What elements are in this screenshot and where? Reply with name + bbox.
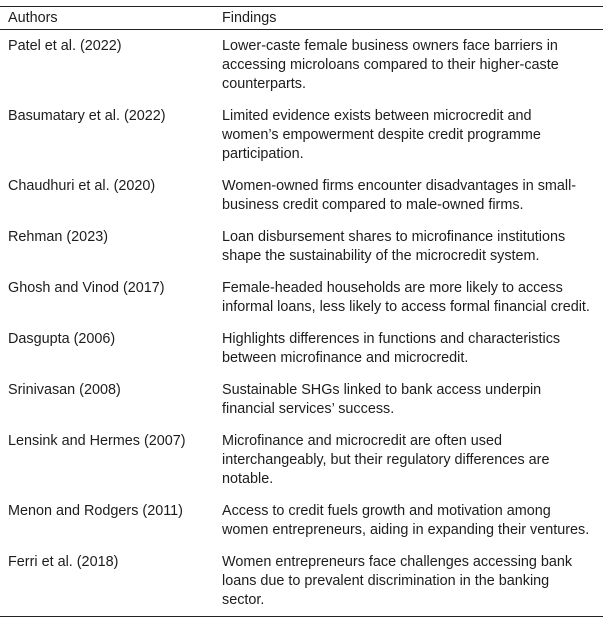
- finding-cell: Loan disbursement shares to microfinance institutions shape the sustainability of the microcredit system.: [222, 229, 566, 264]
- literature-table: [0, 6, 603, 617]
- table-row: [0, 100, 603, 170]
- table-row: [0, 495, 603, 546]
- table-row: [0, 170, 603, 221]
- finding-cell: Women-owned firms encounter disadvantages in small-business credit compared to male-owned firms.: [222, 178, 577, 213]
- header-authors: Authors: [8, 10, 58, 26]
- table-row: [0, 546, 603, 616]
- finding-cell: Sustainable SHGs linked to bank access underpin financial services’ success.: [222, 382, 542, 417]
- table-row: [0, 374, 603, 425]
- finding-cell: Access to credit fuels growth and motivation among women entrepreneurs, aiding in expanding their ventures.: [222, 503, 590, 538]
- table-row: [0, 323, 603, 374]
- author-cell: Patel et al. (2022): [8, 38, 122, 54]
- author-cell: Dasgupta (2006): [8, 331, 116, 347]
- author-cell: Basumatary et al. (2022): [8, 108, 166, 124]
- finding-cell: Highlights differences in functions and characteristics between microfinance and microcredit.: [222, 331, 561, 366]
- table-body: [0, 30, 603, 616]
- table-row: [0, 425, 603, 495]
- table-row: [0, 272, 603, 323]
- finding-cell: Limited evidence exists between microcredit and women’s empowerment despite credit programme participation.: [222, 108, 541, 162]
- author-cell: Srinivasan (2008): [8, 382, 121, 398]
- table-header: [0, 7, 603, 29]
- header-findings: Findings: [222, 10, 277, 26]
- table-row: [0, 221, 603, 272]
- author-cell: Chaudhuri et al. (2020): [8, 178, 156, 194]
- finding-cell: Female-headed households are more likely to access informal loans, less likely to access formal financial credit.: [222, 280, 590, 315]
- author-cell: Lensink and Hermes (2007): [8, 433, 186, 449]
- author-cell: Rehman (2023): [8, 229, 108, 245]
- table-row: [0, 30, 603, 100]
- finding-cell: Lower-caste female business owners face barriers in accessing microloans compared to their higher-caste counterparts.: [222, 38, 559, 92]
- author-cell: Menon and Rodgers (2011): [8, 503, 183, 519]
- author-cell: Ghosh and Vinod (2017): [8, 280, 165, 296]
- finding-cell: Women entrepreneurs face challenges accessing bank loans due to prevalent discrimination in the banking sector.: [222, 554, 573, 608]
- finding-cell: Microfinance and microcredit are often used interchangeably, but their regulatory differences are notable.: [222, 433, 550, 487]
- author-cell: Ferri et al. (2018): [8, 554, 119, 570]
